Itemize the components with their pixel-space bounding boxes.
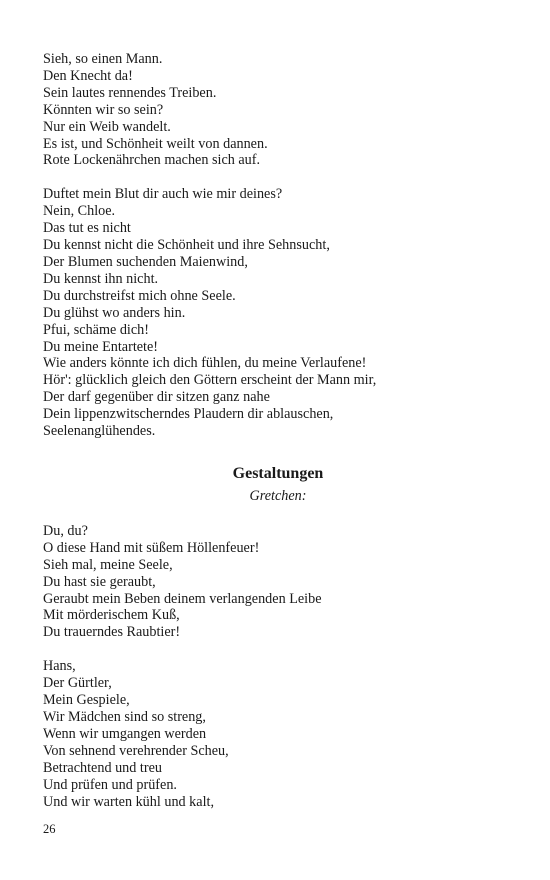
- verse-line: Den Knecht da!: [43, 67, 133, 84]
- verse-line: Und prüfen und prüfen.: [43, 776, 177, 793]
- verse-line: Der Blumen suchenden Maienwind,: [43, 253, 248, 270]
- verse-line: Hör': glücklich gleich den Göttern erscheint der Mann mir,: [43, 372, 377, 389]
- verse-line: Der darf gegenüber dir sitzen ganz nahe: [43, 389, 270, 406]
- verse-line: Nur ein Weib wandelt.: [43, 118, 171, 135]
- verse-line: Sieh mal, meine Seele,: [43, 556, 173, 573]
- verse-line: Betrachtend und treu: [43, 759, 162, 776]
- verse-line: Es ist, und Schönheit weilt von dannen.: [43, 135, 268, 152]
- verse-line: Du trauerndes Raubtier!: [43, 624, 181, 641]
- verse-line: Du hast sie geraubt,: [43, 573, 156, 590]
- verse-line: Und wir warten kühl und kalt,: [43, 793, 215, 810]
- section-gap: [43, 505, 513, 523]
- stanza-3: [43, 523, 513, 641]
- verse-line: Nein, Chloe.: [43, 203, 116, 220]
- verse-line: Du, du?: [43, 522, 88, 539]
- page-body: [43, 51, 513, 810]
- verse-line: Könnten wir so sein?: [43, 101, 164, 118]
- page-number: 26: [43, 822, 56, 836]
- verse-line: Mit mörderischem Kuß,: [43, 607, 180, 624]
- verse-line: Du glühst wo anders hin.: [43, 304, 186, 321]
- verse-line: Geraubt mein Beben deinem verlangenden Leibe: [43, 590, 322, 607]
- verse-line: Sieh, so einen Mann.: [43, 51, 163, 67]
- speaker-label: Gretchen:: [249, 487, 307, 504]
- stanza-gap: [43, 169, 513, 186]
- section-title: Gestaltungen: [232, 464, 324, 482]
- stanza-4: [43, 658, 513, 810]
- verse-line: Von sehnend verehrender Scheu,: [43, 742, 229, 759]
- stanza-2: [43, 186, 513, 440]
- stanza-1: [43, 51, 513, 169]
- section-gap: [43, 440, 513, 458]
- verse-line: Wie anders könnte ich dich fühlen, du meine Verlaufene!: [43, 355, 367, 372]
- verse-line: Der Gürtler,: [43, 675, 112, 692]
- verse-line: Rote Lockenährchen machen sich auf.: [43, 152, 261, 169]
- verse-line: Wir Mädchen sind so streng,: [43, 709, 206, 725]
- verse-line: Seelenanglühendes.: [43, 423, 156, 440]
- verse-line: Du meine Entartete!: [43, 338, 159, 355]
- stanza-gap: [43, 641, 513, 658]
- verse-line: Du kennst nicht die Schönheit und ihre Sehnsucht,: [43, 237, 330, 254]
- verse-line: Wenn wir umgangen werden: [43, 725, 207, 742]
- verse-line: Pfui, schäme dich!: [43, 321, 149, 338]
- verse-line: Sein lautes rennendes Treiben.: [43, 84, 217, 101]
- verse-line: Du durchstreifst mich ohne Seele.: [43, 287, 236, 304]
- verse-line: Mein Gespiele,: [43, 692, 130, 709]
- verse-line: Das tut es nicht: [43, 220, 131, 237]
- verse-line: Du kennst ihn nicht.: [43, 270, 159, 287]
- verse-line: Duftet mein Blut dir auch wie mir deines?: [43, 186, 283, 203]
- verse-line: O diese Hand mit süßem Höllenfeuer!: [43, 539, 260, 556]
- verse-line: Dein lippenzwitscherndes Plaudern dir ablauschen,: [43, 406, 334, 423]
- verse-line: Hans,: [43, 658, 76, 675]
